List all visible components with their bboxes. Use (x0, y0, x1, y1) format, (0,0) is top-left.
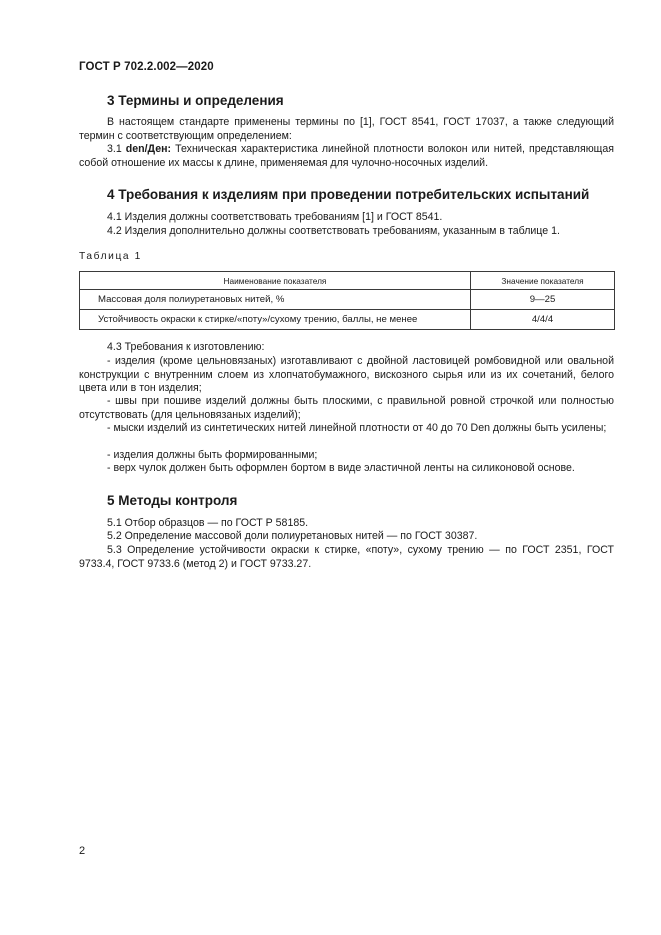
paragraph-5-1: 5.1 Отбор образцов — по ГОСТ Р 58185. (107, 517, 309, 529)
section-3-title: 3 Термины и определения (107, 93, 284, 108)
list-item: - мыски изделий из синтетических нитей линейной плотности от 40 до 70 Den должны быть усилены; (107, 422, 607, 434)
list-item: - изделия (кроме цельновязаных) изготавливают с двойной ластовицей ромбовидной или овальной конструкции с внутренним слоем из хлопчатобумажного, вискозного сырья или из их сочетаний, белого цвета или в тон изделия; (79, 355, 614, 394)
page-number: 2 (79, 845, 86, 857)
table-cell-value: 4/4/4 (471, 310, 615, 330)
paragraph-5-3: 5.3 Определение устойчивости окраски к стирке, «поту», сухому трению — по ГОСТ 2351, ГОСТ 9733.4, ГОСТ 9733.6 (метод 2) и ГОСТ 9733.27. (79, 544, 614, 570)
term-number: 3.1 (107, 143, 126, 155)
table-header-row (80, 272, 615, 290)
table-row (80, 310, 615, 330)
paragraph-4-3: 4.3 Требования к изготовлению: (107, 341, 265, 353)
paragraph-4-1: 4.1 Изделия должны соответствовать требованиям [1] и ГОСТ 8541. (107, 211, 443, 223)
list-item: - верх чулок должен быть оформлен бортом в виде эластичной ленты на силиконовой основе. (107, 462, 575, 474)
list-item: - швы при пошиве изделий должны быть плоскими, с правильной ровной строчкой или полностью отсутствовать (для цельновязаных изделий); (79, 395, 614, 421)
table-cell-name: Массовая доля полиуретановых нитей, % (80, 290, 471, 310)
section-3-intro: В настоящем стандарте применены термины по [1], ГОСТ 8541, ГОСТ 17037, а также следующий термин с соответствующим определением: (79, 116, 614, 142)
section-5-title: 5 Методы контроля (107, 493, 238, 508)
term-definition (79, 143, 614, 170)
paragraph-4-2: 4.2 Изделия дополнительно должны соответствовать требованиям, указанным в таблице 1. (107, 225, 560, 237)
requirements-table (79, 271, 615, 330)
term-text: Техническая характеристика линейной плотности волокон или нитей, представляющая собой отношение их массы к длине, применяемая для чулочно-носочных изделий. (79, 143, 614, 169)
document-code: ГОСТ Р 702.2.002—2020 (79, 61, 214, 73)
term-name: den/Ден: (125, 143, 172, 155)
table-header-name: Наименование показателя (80, 272, 471, 290)
table-caption: Таблица 1 (79, 251, 142, 262)
table-row (80, 290, 615, 310)
section-4-title: 4 Требования к изделиям при проведении потребительских испытаний (107, 187, 590, 202)
table-cell-name: Устойчивость окраски к стирке/«поту»/сухому трению, баллы, не менее (80, 310, 471, 330)
table-header-value: Значение показателя (471, 272, 615, 290)
paragraph-5-2: 5.2 Определение массовой доли полиуретановых нитей — по ГОСТ 30387. (107, 530, 478, 542)
table-cell-value: 9—25 (471, 290, 615, 310)
list-item: - изделия должны быть формированными; (107, 449, 318, 461)
